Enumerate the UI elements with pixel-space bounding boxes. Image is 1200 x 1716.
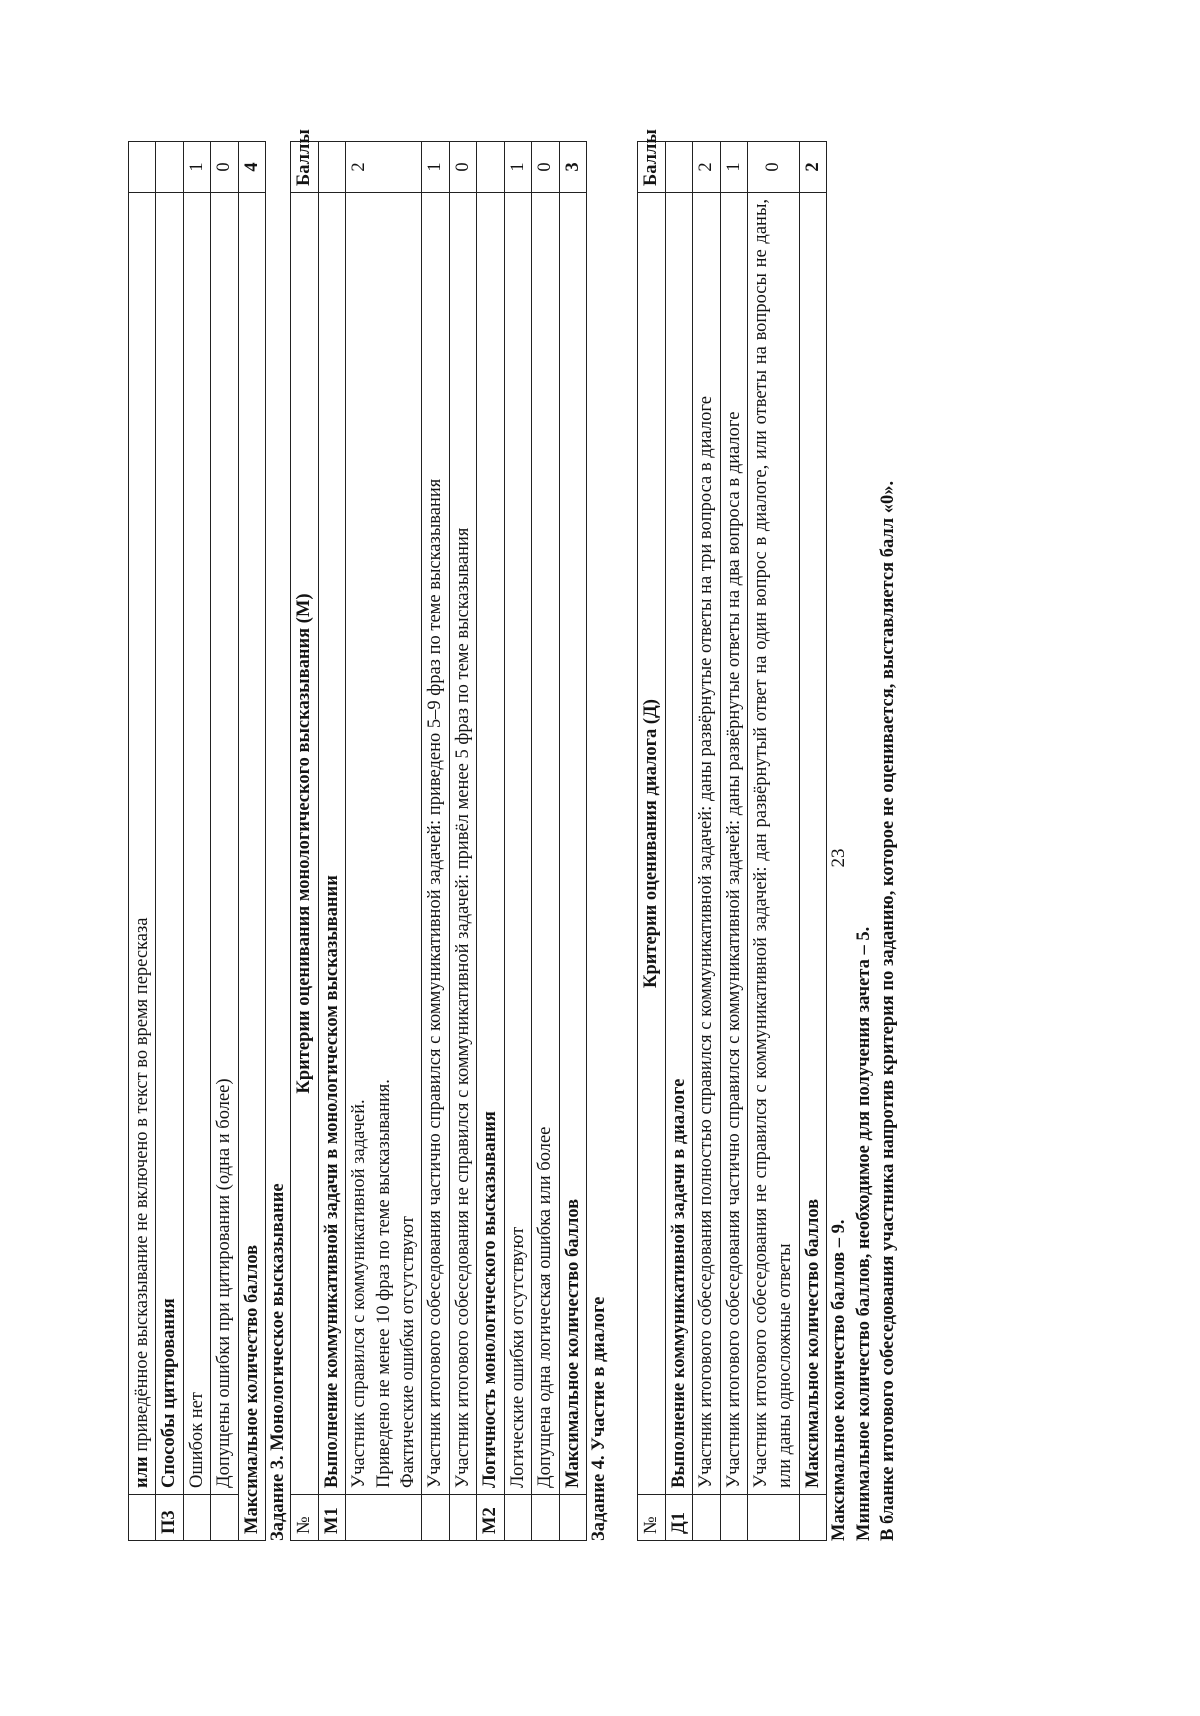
max-score-label: Максимальное количество баллов — [238, 193, 265, 1541]
score-cell: 1 — [504, 142, 531, 193]
criterion-title: Способы цитирования — [156, 193, 183, 1495]
task4-criteria-table — [637, 129, 827, 1541]
task3-heading: Задание 3. Монологическое высказывание — [268, 1183, 289, 1541]
criterion-text: Участник итогового собеседования частично справился с коммуникативной задачей: даны развёрнутые ответы на два вопроса в диалоге — [720, 193, 747, 1495]
score-cell: 0 — [449, 142, 476, 193]
criterion-text: Участник итогового собеседования полностью справился с коммуникативной задачей: даны развёрнутые ответы на три вопроса в диалоге — [693, 193, 720, 1495]
criterion-code: М1 — [318, 1495, 345, 1541]
table-row — [318, 142, 345, 1541]
max-score-label: Максимальное количество баллов — [559, 193, 586, 1495]
or-prefix: или — [132, 1456, 152, 1488]
criterion-text: Участник итогового собеседования не справился с коммуникативной задачей: привёл менее 5 фраз по теме высказывания — [449, 193, 476, 1495]
criterion-text: Ошибок нет — [183, 193, 210, 1495]
score-cell: 0 — [211, 142, 238, 193]
table-row — [747, 142, 799, 1541]
criterion-code: Д1 — [665, 1495, 692, 1541]
task4-heading: Задание 4. Участие в диалоге — [588, 1296, 609, 1541]
table-row — [129, 142, 156, 1541]
task3-criteria-table — [290, 129, 586, 1541]
criterion-line: Участник справился с коммуникативной задачей. — [349, 1099, 370, 1488]
col-score-header: Баллы — [291, 142, 318, 193]
score-cell: 1 — [183, 142, 210, 193]
table-row — [532, 142, 559, 1541]
score-cell: 2 — [346, 142, 422, 193]
col-criteria-header: Критерии оценивания диалога (Д) — [638, 193, 665, 1495]
blank-note: В бланке итогового собеседования участника напротив критерия по заданию, которое не оценивается, выставляется балл «0». — [877, 480, 898, 1541]
task2-criteria-table-continued — [128, 141, 266, 1541]
max-score-label: Максимальное количество баллов — [799, 193, 826, 1495]
col-number-header: № — [291, 1495, 318, 1541]
table-row — [693, 142, 720, 1541]
criterion-title: Выполнение коммуникативной задачи в диалоге — [665, 193, 692, 1495]
continuation-text: приведённое высказывание не включено в текст во время пересказа — [132, 917, 152, 1457]
criterion-text: Логические ошибки отсутствуют — [504, 193, 531, 1495]
max-score-value: 3 — [559, 142, 586, 193]
table-row — [238, 142, 265, 1541]
table-header-row — [638, 142, 665, 1541]
table-row — [477, 142, 504, 1541]
page-number: 23 — [828, 848, 849, 868]
score-cell: 0 — [747, 142, 799, 193]
score-cell: 0 — [532, 142, 559, 193]
score-cell: 1 — [720, 142, 747, 193]
table-row — [720, 142, 747, 1541]
criterion-text: Допущена одна логическая ошибка или более — [532, 193, 559, 1495]
max-score-value: 2 — [799, 142, 826, 193]
page-content — [128, 129, 900, 1541]
table-row — [559, 142, 586, 1541]
score-cell: 2 — [693, 142, 720, 193]
col-criteria-header: Критерии оценивания монологического высказывания (М) — [291, 193, 318, 1495]
criterion-title: Логичность монологического высказывания — [477, 193, 504, 1495]
table-row — [449, 142, 476, 1541]
col-score-header: Баллы — [638, 142, 665, 193]
min-pass-note: Минимальное количество баллов, необходимое для получения зачета – 5. — [853, 926, 874, 1541]
criterion-code: П3 — [156, 1495, 183, 1541]
criterion-code: М2 — [477, 1495, 504, 1541]
criterion-text: Участник итогового собеседования частично справился с коммуникативной задачей: приведено 5–9 фраз по теме высказывания — [422, 193, 449, 1495]
criterion-title: Выполнение коммуникативной задачи в монологическом высказывании — [318, 193, 345, 1495]
table-row — [211, 142, 238, 1541]
col-number-header: № — [638, 1495, 665, 1541]
table-row — [346, 142, 422, 1541]
table-row — [799, 142, 826, 1541]
criterion-line: Приведено не менее 10 фраз по теме высказывания. — [373, 1079, 394, 1488]
score-cell: 1 — [422, 142, 449, 193]
criterion-text: Допущены ошибки при цитировании (одна и более) — [211, 193, 238, 1495]
table-row — [156, 142, 183, 1541]
criterion-line: Фактические ошибки отсутствуют — [398, 1216, 419, 1488]
criterion-text: Участник итогового собеседования не справился с коммуникативной задачей: дан развёрнутый ответ на один вопрос в диалоге, или ответы на вопросы не даны, или даны односложные ответы — [747, 193, 799, 1495]
table-header-row — [291, 142, 318, 1541]
max-score-value: 4 — [238, 142, 265, 193]
table-row — [665, 142, 692, 1541]
table-row — [504, 142, 531, 1541]
table-row — [183, 142, 210, 1541]
max-total-note: Максимальное количество баллов – 9. — [829, 1219, 850, 1541]
table-row — [422, 142, 449, 1541]
criterion-text — [346, 193, 422, 1495]
